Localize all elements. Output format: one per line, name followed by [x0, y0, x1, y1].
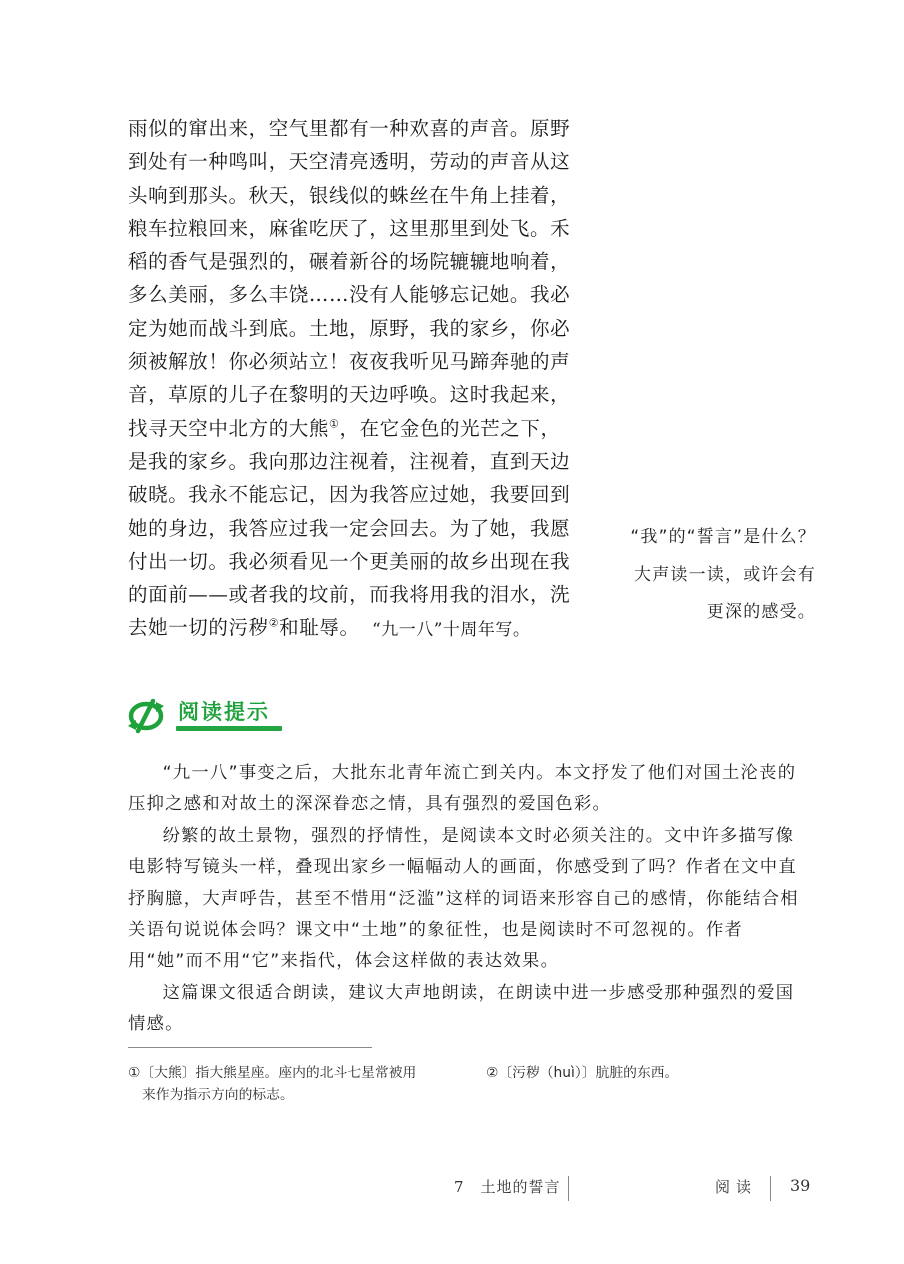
footnote-1	[128, 1062, 458, 1106]
tips-paragraph-2: 纷繁的故土景物，强烈的抒情性，是阅读本文时必须关注的。文中许多描写像电影特写镜头一样，叠现出家乡一幅幅动人的画面，你感受到了吗？作者在文中直抒胸臆，大声呼告，甚至不惜用“泛滥”这样的词语来形容自己的感情，你能结合相关语句说说体会吗？课文中“土地”的象征性，也是阅读时不可忽视的。作者用“她”而不用“它”来指代，体会这样做的表达效果。	[128, 825, 799, 972]
footer-divider-2	[770, 1176, 771, 1201]
side-note: “我”的“誓言”是什么？大声读一读，或许会有更深的感受。	[630, 527, 816, 622]
reading-tips-body	[128, 758, 810, 1041]
main-text-part2: ，在它金色的光芒之下，是我的家乡。我向那边注视着，注视着，直到天边破晓。我永不能忘记，因为我答应过她，我要回到她的身边，我答应过我一定会回去。为了她，我愿付出一切。我必须看见一个更美丽的故乡出现在我的面前——或者我的坟前，而我将用我的泪水，洗去她一切的污秽	[128, 416, 571, 640]
tips-paragraph-3: 这篇课文很适合朗读，建议大声地朗读，在朗读中进一步感受那种强烈的爱国情感。	[128, 982, 795, 1035]
main-paragraph	[128, 112, 573, 645]
main-text	[128, 112, 573, 645]
footnote-ref-2[interactable]: ②	[268, 616, 280, 630]
reading-tips-underline	[176, 726, 282, 731]
footnote-divider	[128, 1047, 372, 1048]
footnote-2: ②〔污秽（huì）〕肮脏的东西。	[486, 1065, 679, 1081]
footer-chapter-title: 7 土地的誓言	[454, 1178, 561, 1196]
tips-paragraph-1: “九一八”事变之后，大批东北青年流亡到关内。本文抒发了他们对国土沦丧的压抑之感和对故土的深深眷恋之情，具有强烈的爱国色彩。	[128, 763, 797, 815]
main-text-part1: 雨似的窜出来，空气里都有一种欢喜的声音。原野到处有一种鸣叫，天空清亮透明，劳动的声音从这头响到那头。秋天，银线似的蛛丝在牛角上挂着，粮车拉粮回来，麻雀吃厌了，这里那里到处飞。禾稻的香气是强烈的，碾着新谷的场院辘辘地响着，多么美丽，多么丰饶……没有人能够忘记她。我必定为她而战斗到底。土地，原野，我的家乡，你必须被解放！你必须站立！夜夜我听见马蹄奔驰的声音，草原的儿子在黎明的天边呼唤。这时我起来，找寻天空中北方的大熊	[128, 117, 571, 440]
reading-tips-icon	[126, 696, 166, 736]
footnote-1-line1: ①〔大熊〕指大熊星座。座内的北斗七星常被用	[128, 1065, 417, 1081]
footer-divider-1	[568, 1176, 569, 1201]
main-text-part3: 和耻辱。	[279, 616, 360, 640]
footnote-1-line2: 来作为指示方向的标志。	[142, 1087, 294, 1103]
page-number: 39	[790, 1176, 811, 1195]
reading-tips-header	[126, 694, 296, 740]
footer-section-label: 阅读	[715, 1178, 758, 1196]
footnote-ref-1[interactable]: ①	[329, 417, 340, 431]
reading-tips-title: 阅读提示	[178, 700, 270, 724]
signature-line: “九一八”十周年写。	[372, 620, 531, 640]
